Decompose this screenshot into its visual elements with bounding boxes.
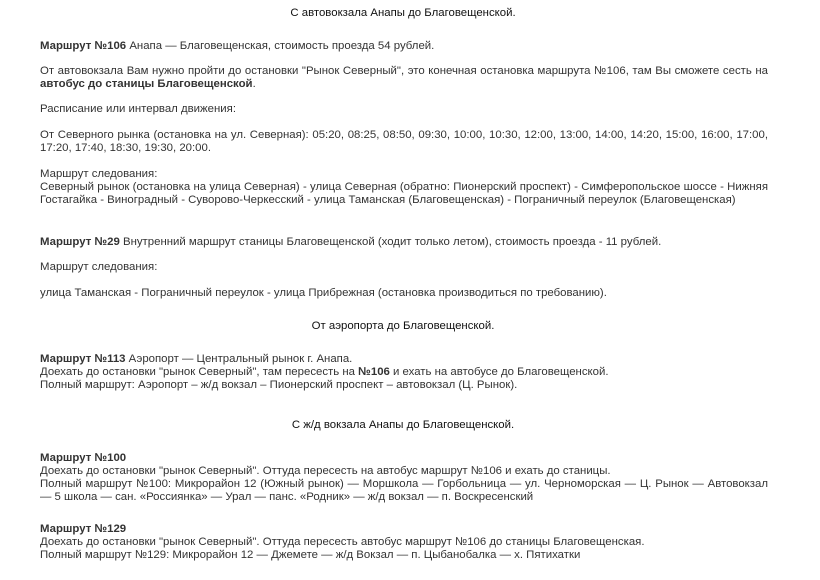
route-29-path: улица Таманская - Пограничный переулок - улица Прибрежная (остановка производиться по требованию). — [40, 287, 607, 299]
route-129-transfer: Доехать до остановки "рынок Северный". Оттуда пересесть автобус маршрут №106 до станицы Благовещенская. — [40, 536, 645, 548]
section-heading-airport: От аэропорта до Благовещенской. — [311, 320, 495, 332]
route-113-transfer-a: Доехать до остановки "рынок Северный", там пересесть на — [40, 366, 359, 378]
route-113-full: Полный маршрут: Аэропорт – ж/д вокзал – Пионерский проспект – автовокзал (Ц. Рынок). — [40, 379, 518, 391]
route-29-title — [40, 236, 768, 249]
route-106-desc: Анапа — Благовещенская, стоимость проезда 54 рублей. — [126, 40, 435, 52]
route-106-directions-end: . — [252, 78, 256, 90]
route-106-path: Северный рынок (остановка на улица Северная) - улица Северная (обратно: Пионерский проспект) - Симферопольское шоссе - Нижняя Гостагайка - Виноградный - Суворово-Черкесский - улица Таманская (Благовещенская) - Пограничный переулок (Благовещенская) — [40, 181, 768, 206]
route-100-transfer: Доехать до остановки "рынок Северный". Оттуда пересесть на автобус маршрут №106 и ехать до станицы. — [40, 465, 611, 477]
route-100-label: Маршрут №100 — [40, 452, 127, 464]
route-113-transfer — [40, 366, 768, 379]
route-113-title — [40, 353, 768, 366]
route-129-label: Маршрут №129 — [40, 523, 127, 535]
route-106-title — [40, 40, 768, 53]
route-106-schedule-label: Расписание или интервал движения: — [40, 103, 236, 115]
section-heading-railway: С ж/д вокзала Анапы до Благовещенской. — [291, 419, 515, 431]
route-106-schedule: От Северного рынка (остановка на ул. Северная): 05:20, 08:25, 08:50, 09:30, 10:00, 10:30, 12:00, 13:00, 14:00, 14:20, 15:00, 16:00, 17:00, 17:20, 17:40, 18:30, 19:30, 20:00. — [40, 129, 768, 154]
route-106-path-label: Маршрут следования: — [40, 168, 158, 180]
route-106-directions — [40, 65, 768, 91]
route-113-label: Маршрут №113 — [40, 353, 126, 365]
route-113-transfer-b: и ехать на автобусе до Благовещенской. — [389, 366, 609, 378]
route-129-full: Полный маршрут №129: Микрорайон 12 — Джемете — ж/д Вокзал — п. Цыбанобалка — х. Пятихатки — [40, 549, 581, 561]
route-106-label: Маршрут №106 — [40, 40, 127, 52]
route-29-path-label: Маршрут следования: — [40, 261, 158, 273]
route-106-directions-bold: автобус до станицы Благовещенской — [40, 78, 253, 90]
route-113-transfer-bold: №106 — [358, 366, 390, 378]
section-heading-bus-station: С автовокзала Анапы до Благовещенской. — [290, 7, 516, 19]
route-106-directions-text: От автовокзала Вам нужно пройти до остановки "Рынок Северный", это конечная остановка маршрута №106, там Вы сможете сесть на — [40, 65, 768, 77]
route-100-title — [40, 452, 768, 465]
route-100-full: Полный маршрут №100: Микрорайон 12 (Южный рынок) — Моршкола — Горбольница — ул. Черноморская — Ц. Рынок — Автовокзал — 5 школа — сан. «Россиянка» — Урал — панс. «Родник» — ж/д вокзал — п. Воскресенский — [40, 478, 768, 503]
route-129-title — [40, 523, 768, 536]
route-29-desc: Внутренний маршрут станицы Благовещенской (ходит только летом), стоимость проезда - 11 рублей. — [119, 236, 662, 248]
route-29-label: Маршрут №29 — [40, 236, 120, 248]
route-113-desc: Аэропорт — Центральный рынок г. Анапа. — [125, 353, 353, 365]
